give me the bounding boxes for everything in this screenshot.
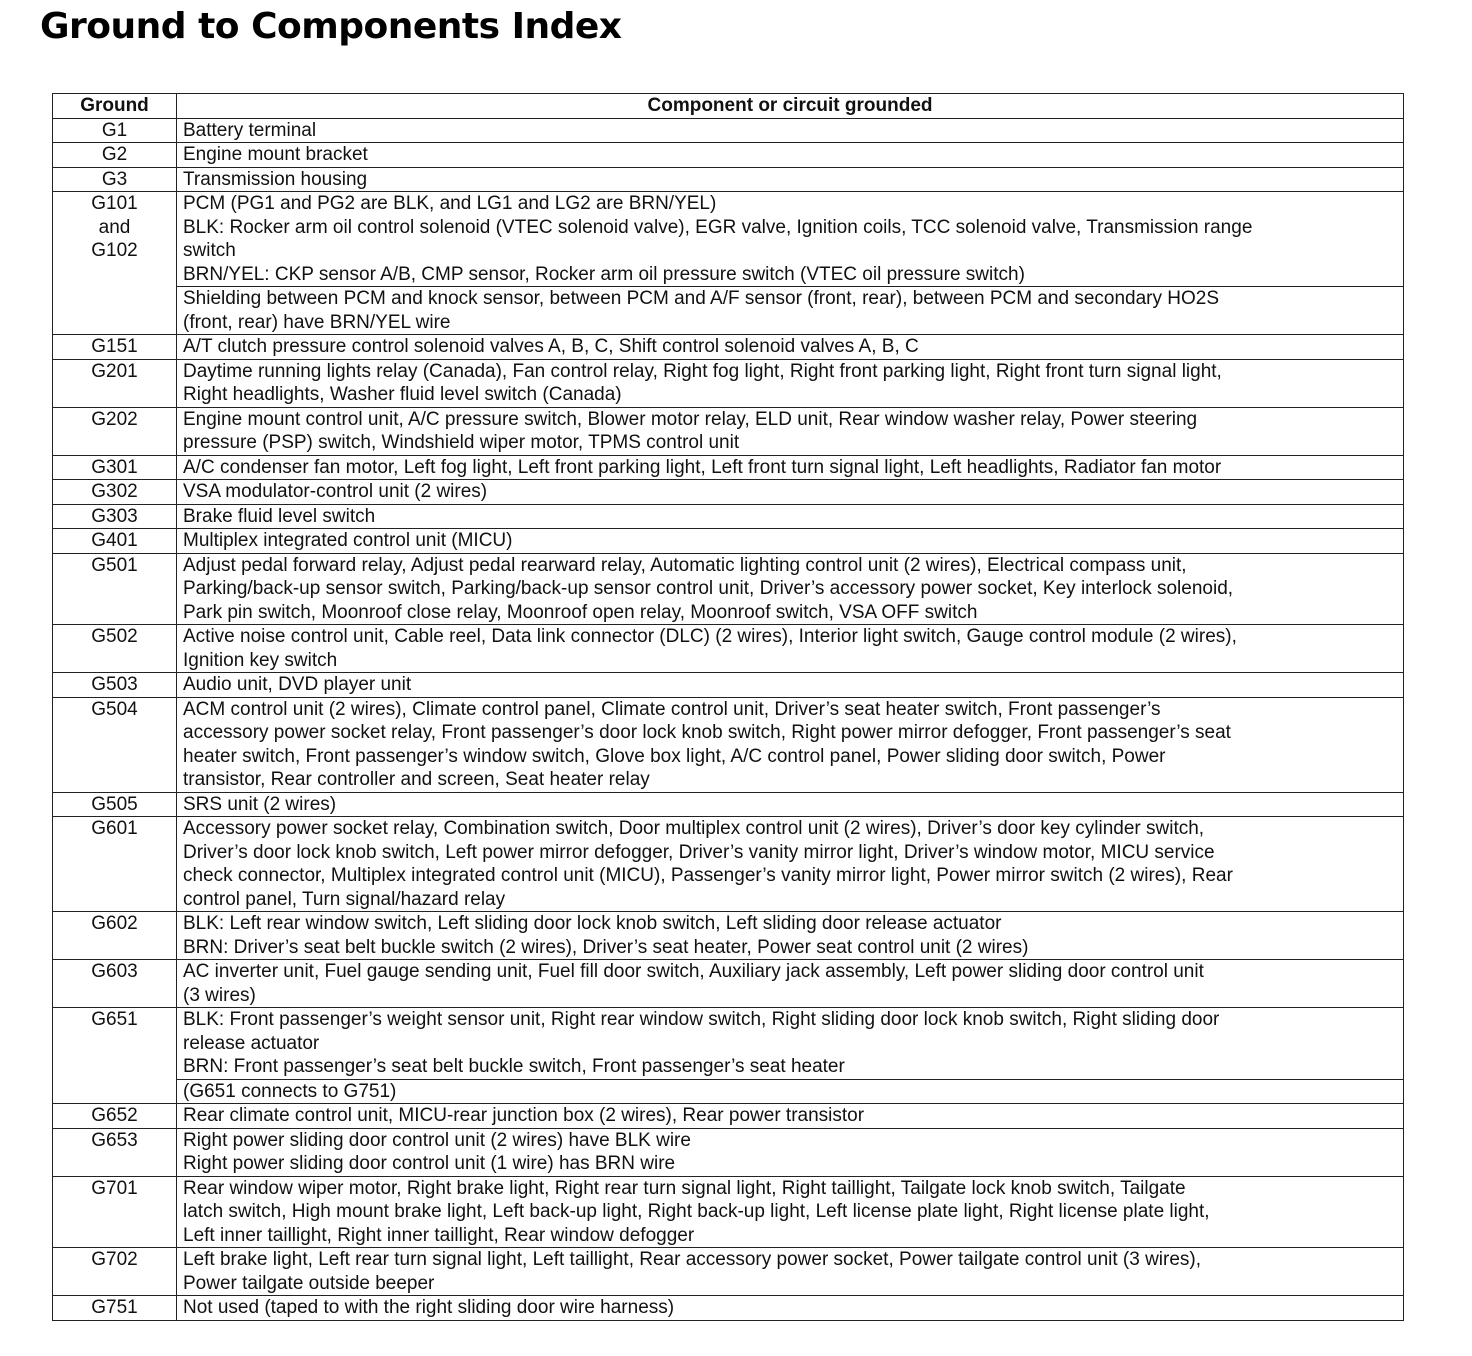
component-cell <box>177 335 1404 360</box>
ground-cell <box>53 480 177 505</box>
table-row <box>53 1104 1404 1129</box>
ground-id: G504 <box>91 698 138 720</box>
ground-cell <box>53 1176 177 1248</box>
table-row <box>53 553 1404 625</box>
component-text-line: Engine mount control unit, A/C pressure switch, Blower motor relay, ELD unit, Rear window washer relay, Power steering <box>183 408 1198 430</box>
component-cell <box>177 912 1404 960</box>
component-cell <box>177 455 1404 480</box>
component-cell <box>177 792 1404 817</box>
table-row <box>53 504 1404 529</box>
ground-id: G202 <box>91 408 138 430</box>
component-cell <box>177 192 1404 287</box>
component-text-line: Left brake light, Left rear turn signal light, Left taillight, Rear accessory power socket, Power tailgate control unit (3 wires), <box>183 1249 1202 1270</box>
ground-cell <box>53 1104 177 1129</box>
ground-cell <box>53 407 177 455</box>
component-text-line: Driver’s door lock knob switch, Left power mirror defogger, Driver’s vanity mirror light, Driver’s window motor, MICU service <box>183 841 1215 863</box>
table-row <box>53 817 1404 912</box>
table-row <box>53 407 1404 455</box>
ground-id: G401 <box>91 530 138 551</box>
page-title: Ground to Components Index <box>40 6 622 47</box>
table-row <box>53 192 1404 287</box>
ground-id: G3 <box>101 168 128 190</box>
table-row <box>53 359 1404 407</box>
ground-id: G751 <box>91 1297 138 1318</box>
table-row <box>53 673 1404 698</box>
component-text-line: Power tailgate outside beeper <box>183 1272 435 1294</box>
component-text-line: Right headlights, Washer fluid level switch (Canada) <box>183 384 622 405</box>
component-text-line: Engine mount bracket <box>183 144 368 165</box>
component-text-line: BRN: Front passenger’s seat belt buckle switch, Front passenger’s seat heater <box>183 1056 845 1077</box>
component-text-line: AC inverter unit, Fuel gauge sending unit, Fuel fill door switch, Auxiliary jack assembly, Left power sliding door control unit <box>183 961 1204 982</box>
ground-cell <box>53 529 177 554</box>
component-text-line: latch switch, High mount brake light, Left back-up light, Right back-up light, Left license plate light, Right license plate light, <box>183 1201 1210 1222</box>
component-cell <box>177 143 1404 168</box>
component-cell <box>177 817 1404 912</box>
component-cell <box>177 697 1404 792</box>
component-text-line: Active noise control unit, Cable reel, Data link connector (DLC) (2 wires), Interior light switch, Gauge control module (2 wires), <box>183 626 1237 647</box>
ground-index-table <box>52 93 1404 1321</box>
ground-id: G601 <box>91 818 138 839</box>
ground-cell <box>53 143 177 168</box>
component-text-line: Multiplex integrated control unit (MICU) <box>183 530 513 551</box>
ground-cell <box>53 1248 177 1296</box>
ground-cell <box>53 1128 177 1176</box>
component-cell <box>177 1079 1404 1104</box>
component-text-line: A/C condenser fan motor, Left fog light, Left front parking light, Left front turn signal light, Left headlights, Radiator fan motor <box>183 456 1222 478</box>
ground-cell <box>53 817 177 912</box>
ground-cell <box>53 167 177 192</box>
component-text-line: BRN/YEL: CKP sensor A/B, CMP sensor, Rocker arm oil pressure switch (VTEC oil pressure switch) <box>183 263 1025 285</box>
component-text-line: (front, rear) have BRN/YEL wire <box>183 311 451 333</box>
ground-id: G1 <box>101 119 128 141</box>
ground-cell <box>53 792 177 817</box>
component-cell <box>177 553 1404 625</box>
table-row <box>53 167 1404 192</box>
table-row <box>53 625 1404 673</box>
table-row <box>53 912 1404 960</box>
ground-cell <box>53 192 177 335</box>
component-cell <box>177 960 1404 1008</box>
table-row <box>53 1248 1404 1296</box>
table-row <box>53 960 1404 1008</box>
ground-id: G603 <box>91 961 138 982</box>
component-text-line: BRN: Driver’s seat belt buckle switch (2 wires), Driver’s seat heater, Power seat control unit (2 wires) <box>183 936 1029 958</box>
ground-cell <box>53 118 177 143</box>
table-row <box>53 1008 1404 1080</box>
ground-id: G503 <box>91 674 138 695</box>
table-body <box>53 118 1404 1320</box>
component-text-line: BLK: Left rear window switch, Left sliding door lock knob switch, Left sliding door release actuator <box>183 913 1002 934</box>
ground-cell <box>53 960 177 1008</box>
ground-cell <box>53 912 177 960</box>
component-cell <box>177 167 1404 192</box>
ground-id: G602 <box>91 913 138 934</box>
component-text-line: Brake fluid level switch <box>183 505 376 527</box>
component-text-line: Audio unit, DVD player unit <box>183 674 412 695</box>
table-row <box>53 118 1404 143</box>
table-row <box>53 1296 1404 1321</box>
ground-cell <box>53 673 177 698</box>
component-text-line: check connector, Multiplex integrated control unit (MICU), Passenger’s vanity mirror light, Power mirror switch (2 wires), Rear <box>183 865 1233 886</box>
component-text-line: accessory power socket relay, Front passenger’s door lock knob switch, Right power mirror defogger, Front passenger’s seat <box>183 722 1231 743</box>
component-cell <box>177 287 1404 335</box>
component-text-line: BLK: Rocker arm oil control solenoid (VTEC solenoid valve), EGR valve, Ignition coils, TCC solenoid valve, Transmission range <box>183 216 1253 238</box>
table-row <box>53 697 1404 792</box>
ground-id: G151 <box>91 336 138 357</box>
component-text-line: Battery terminal <box>183 119 317 141</box>
component-cell <box>177 1296 1404 1321</box>
ground-id: G102 <box>91 240 138 261</box>
component-text-line: Transmission housing <box>183 168 368 190</box>
ground-id: G505 <box>91 793 138 815</box>
ground-id: G502 <box>91 626 138 647</box>
table-row <box>53 287 1404 335</box>
ground-cell <box>53 1296 177 1321</box>
ground-id: G652 <box>91 1105 138 1126</box>
component-text-line: A/T clutch pressure control solenoid valves A, B, C, Shift control solenoid valves A, B, C <box>183 336 919 357</box>
header-row <box>53 94 1404 119</box>
component-cell <box>177 480 1404 505</box>
component-text-line: (G651 connects to G751) <box>183 1080 397 1102</box>
component-cell <box>177 529 1404 554</box>
component-cell <box>177 1008 1404 1080</box>
component-text-line: PCM (PG1 and PG2 are BLK, and LG1 and LG2 are BRN/YEL) <box>183 193 717 214</box>
ground-cell <box>53 335 177 360</box>
component-text-line: Daytime running lights relay (Canada), Fan control relay, Right fog light, Right front parking light, Right front turn signal light, <box>183 360 1222 382</box>
table-row <box>53 480 1404 505</box>
ground-id: G653 <box>91 1129 138 1151</box>
component-cell <box>177 118 1404 143</box>
component-text-line: BLK: Front passenger’s weight sensor unit, Right rear window switch, Right sliding door lock knob switch, Right sliding door <box>183 1009 1220 1030</box>
component-cell <box>177 359 1404 407</box>
component-text-line: switch <box>183 240 236 261</box>
component-text-line: Right power sliding door control unit (1 wire) has BRN wire <box>183 1153 676 1174</box>
table-row <box>53 529 1404 554</box>
ground-cell <box>53 1008 177 1104</box>
component-cell <box>177 407 1404 455</box>
ground-id: G701 <box>91 1177 138 1199</box>
component-text-line: Park pin switch, Moonroof close relay, Moonroof open relay, Moonroof switch, VSA OFF switch <box>183 601 978 623</box>
component-text-line: Right power sliding door control unit (2 wires) have BLK wire <box>183 1129 691 1151</box>
component-text-line: Adjust pedal forward relay, Adjust pedal rearward relay, Automatic lighting control unit (2 wires), Electrical compass unit, <box>183 554 1187 576</box>
ground-cell <box>53 455 177 480</box>
ground-id: G101 <box>91 193 138 214</box>
component-text-line: (3 wires) <box>183 984 256 1006</box>
component-cell <box>177 1128 1404 1176</box>
component-text-line: Not used (taped to with the right sliding door wire harness) <box>183 1297 675 1318</box>
ground-id: and <box>98 216 131 238</box>
ground-cell <box>53 625 177 673</box>
table-row <box>53 1128 1404 1176</box>
ground-cell <box>53 697 177 792</box>
component-text-line: Ignition key switch <box>183 649 338 671</box>
ground-cell <box>53 359 177 407</box>
table-row <box>53 1079 1404 1104</box>
component-column-header: Component or circuit grounded <box>177 94 1404 119</box>
ground-id: G302 <box>91 481 138 502</box>
component-cell <box>177 1104 1404 1129</box>
ground-id: G651 <box>91 1009 138 1030</box>
component-text-line: Shielding between PCM and knock sensor, between PCM and A/F sensor (front, rear), between PCM and secondary HO2S <box>183 288 1220 309</box>
component-text-line: Rear climate control unit, MICU-rear junction box (2 wires), Rear power transistor <box>183 1105 865 1126</box>
component-text-line: VSA modulator-control unit (2 wires) <box>183 481 488 502</box>
component-cell <box>177 1248 1404 1296</box>
table-row <box>53 1176 1404 1248</box>
table-row <box>53 143 1404 168</box>
component-text-line: pressure (PSP) switch, Windshield wiper motor, TPMS control unit <box>183 432 740 453</box>
component-text-line: Parking/back-up sensor switch, Parking/back-up sensor control unit, Driver’s accessory power socket, Key interlock solenoid, <box>183 578 1234 599</box>
component-text-line: control panel, Turn signal/hazard relay <box>183 888 506 910</box>
ground-id: G702 <box>91 1249 138 1270</box>
component-text-line: ACM control unit (2 wires), Climate control panel, Climate control unit, Driver’s seat heater switch, Front passenger’s <box>183 698 1161 720</box>
ground-id: G201 <box>91 360 138 382</box>
ground-cell <box>53 553 177 625</box>
table-row <box>53 792 1404 817</box>
component-cell <box>177 504 1404 529</box>
component-text-line: Accessory power socket relay, Combination switch, Door multiplex control unit (2 wires), Driver’s door key cylinder switch, <box>183 818 1205 839</box>
ground-id: G303 <box>91 505 138 527</box>
component-text-line: release actuator <box>183 1032 320 1054</box>
ground-id: G301 <box>91 456 138 478</box>
ground-column-header: Ground <box>53 94 177 119</box>
component-cell <box>177 1176 1404 1248</box>
table-row <box>53 335 1404 360</box>
table-row <box>53 455 1404 480</box>
component-cell <box>177 673 1404 698</box>
component-text-line: Left inner taillight, Right inner taillight, Rear window defogger <box>183 1224 695 1246</box>
ground-id: G2 <box>101 144 128 165</box>
ground-id: G501 <box>91 554 138 576</box>
component-text-line: transistor, Rear controller and screen, Seat heater relay <box>183 769 650 790</box>
ground-cell <box>53 504 177 529</box>
component-text-line: Rear window wiper motor, Right brake light, Right rear turn signal light, Right taillight, Tailgate lock knob switch, Tailgate <box>183 1177 1186 1199</box>
component-cell <box>177 625 1404 673</box>
component-text-line: heater switch, Front passenger’s window switch, Glove box light, A/C control panel, Power sliding door switch, Power <box>183 745 1166 767</box>
component-text-line: SRS unit (2 wires) <box>183 793 337 815</box>
